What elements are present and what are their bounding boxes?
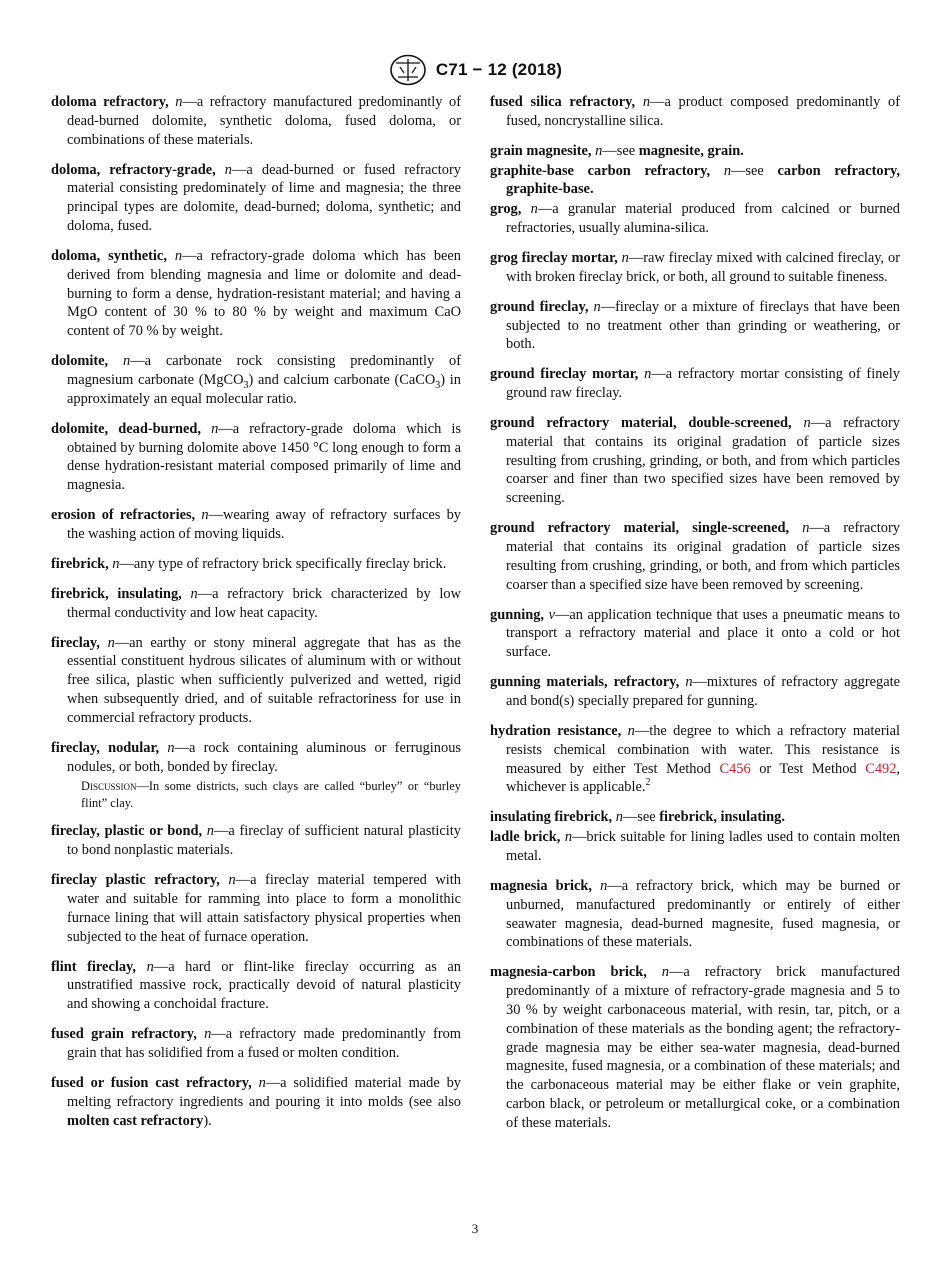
definition-entry bbox=[490, 365, 900, 403]
left-column bbox=[51, 93, 461, 1141]
term: ground fireclay mortar, bbox=[490, 366, 639, 383]
definition-entry bbox=[490, 606, 900, 662]
definition-text: , whichever is applicable. bbox=[506, 760, 901, 796]
right-column bbox=[490, 93, 900, 1144]
part-of-speech: n bbox=[802, 520, 810, 537]
term: doloma, refractory-grade, bbox=[51, 161, 216, 178]
part-of-speech: n bbox=[615, 809, 623, 826]
definition-entry bbox=[51, 1025, 461, 1063]
term: flint fireclay, bbox=[51, 958, 137, 975]
term: dolomite, dead-burned, bbox=[51, 420, 202, 437]
definition-entry bbox=[490, 414, 900, 508]
definition-entry bbox=[490, 142, 900, 161]
definition-text: —a solidified material made by melting refractory ingredients and pouring it into molds (see also bbox=[67, 1074, 461, 1110]
definition-entry bbox=[490, 673, 900, 711]
definition-entry bbox=[490, 249, 900, 287]
term: firebrick, insulating, bbox=[51, 585, 182, 602]
definition-entry bbox=[490, 963, 900, 1132]
part-of-speech: n bbox=[211, 420, 219, 437]
cross-reference: carbon refractory, graphite-base. bbox=[506, 162, 900, 198]
term: doloma, synthetic, bbox=[51, 247, 167, 264]
term: firebrick, bbox=[51, 555, 109, 572]
definition-text: —fireclay or a mixture of fireclays that have been subjected to no treatment other than grinding or weathering, or both. bbox=[506, 298, 900, 353]
definition-entry bbox=[51, 161, 461, 236]
term: grog, bbox=[490, 201, 522, 218]
definition-text: —see bbox=[602, 142, 639, 159]
definition-entry bbox=[490, 200, 900, 238]
definition-text: —see bbox=[731, 162, 778, 179]
definition-text: —an application technique that uses a pneumatic means to transport a refractory material and place it onto a cold or hot surface. bbox=[506, 606, 900, 661]
subscript: 3 bbox=[243, 379, 249, 391]
definition-text: —a refractory material that contains its original gradation of particle sizes resulting from crushing, grinding, or both, and from which particles coarser than a specified size have been removed by screening. bbox=[506, 520, 900, 593]
definition-text: —a refractory material that contains its original gradation of particle sizes resulting from crushing, grinding, or both, and from which particles coarser and finer than two specified sizes have been removed by screening. bbox=[506, 415, 900, 507]
definition-text: —a rock containing aluminous or ferruginous nodules, or both, bonded by fireclay. bbox=[67, 739, 461, 775]
definition-entry bbox=[51, 822, 461, 860]
definition-entry bbox=[490, 828, 900, 866]
part-of-speech: n bbox=[564, 829, 573, 846]
part-of-speech: n bbox=[661, 964, 669, 981]
part-of-speech: n bbox=[224, 161, 232, 178]
term: fused grain refractory, bbox=[51, 1026, 197, 1043]
part-of-speech: n bbox=[204, 1026, 212, 1043]
cross-reference: molten cast refractory bbox=[67, 1112, 204, 1129]
definition-text: —the degree to which a refractory material resists chemical combination with water. This resistance is measured by either Test Method bbox=[506, 723, 900, 777]
definition-text: —a refractory-grade doloma which is obtained by burning dolomite above 1450 °C long enough to form a dense hydration-resistant material composed primarily of lime and magnesia. bbox=[67, 420, 461, 494]
part-of-speech: n bbox=[146, 958, 154, 975]
definition-entry bbox=[490, 162, 900, 200]
definition-text: ) and calcium carbonate (CaCO bbox=[248, 371, 436, 388]
definition-entry bbox=[51, 420, 461, 495]
term: insulating firebrick, bbox=[490, 809, 613, 826]
term: fused or fusion cast refractory, bbox=[51, 1074, 252, 1091]
term: doloma refractory, bbox=[51, 94, 169, 110]
definition-entry bbox=[51, 958, 461, 1014]
definition-text: —a fireclay material tempered with water and suitable for ramming into place to form a monolithic furnace lining that will attain satisfactory physical properties when subjected to the heat of furnace operation. bbox=[67, 872, 461, 945]
definition-entry bbox=[490, 93, 900, 131]
term: fireclay, nodular, bbox=[51, 739, 160, 756]
part-of-speech: n bbox=[530, 201, 538, 218]
term: grain magnesite, bbox=[490, 142, 592, 159]
definition-text: or Test Method bbox=[750, 760, 866, 777]
definition-text: —a refractory-grade doloma which has been derived from blending magnesia and lime or dolomite and dead-burning to form a dense, hydration-resistant material; and having a MgO content of 30 % to 80 % by weight and maximum CaO content of 70 % by weight. bbox=[67, 247, 461, 340]
definition-entry bbox=[490, 519, 900, 594]
definition-text: —a fireclay of sufficient natural plasticity to bond nonplastic materials. bbox=[67, 823, 461, 859]
part-of-speech: n bbox=[190, 585, 198, 602]
term: fireclay, bbox=[51, 634, 100, 651]
definition-text: —a granular material produced from calcined or burned refractories, usually alumina-silica. bbox=[506, 201, 900, 236]
cross-reference: firebrick, insulating. bbox=[659, 809, 785, 826]
part-of-speech: n bbox=[621, 249, 629, 266]
document-designation: C71 − 12 (2018) bbox=[435, 60, 563, 79]
part-of-speech: n bbox=[685, 674, 693, 691]
part-of-speech: n bbox=[201, 507, 209, 524]
definition-entry bbox=[490, 722, 900, 797]
definition-text: —any type of refractory brick specifically fireclay brick. bbox=[119, 555, 447, 572]
discussion-note bbox=[81, 778, 461, 811]
part-of-speech: n bbox=[174, 247, 183, 264]
definition-entry bbox=[51, 585, 461, 623]
definition-text: —raw fireclay mixed with calcined fireclay, or with broken fireclay brick, or both, all ground to suitable fineness. bbox=[506, 249, 900, 285]
definition-text: —a hard or flint-like fireclay occurring as an unstratified massive rock, practically devoid of natural plasticity and showing a conchoidal fracture. bbox=[67, 958, 461, 1013]
definition-entry bbox=[51, 1074, 461, 1130]
part-of-speech: n bbox=[723, 162, 732, 179]
definition-text: ). bbox=[203, 1112, 212, 1129]
term: fireclay, plastic or bond, bbox=[51, 823, 203, 840]
term: ground fireclay, bbox=[490, 298, 589, 315]
definition-text: —a dead-burned or fused refractory material consisting predominately of lime and magnesia; the three principal types are dolomite, dead-burned; doloma, synthetic; and doloma, fused. bbox=[67, 161, 461, 234]
definition-text: —wearing away of refractory surfaces by the washing action of moving liquids. bbox=[67, 507, 461, 542]
part-of-speech: n bbox=[123, 353, 131, 370]
definition-text: —a carbonate rock consisting predominantly of magnesium carbonate (MgCO bbox=[67, 353, 461, 388]
term: ground refractory material, double-screened, bbox=[490, 415, 792, 432]
term: magnesia brick, bbox=[490, 877, 593, 894]
definition-text: —a product composed predominantly of fused, noncrystalline silica. bbox=[506, 94, 900, 129]
part-of-speech: n bbox=[107, 634, 115, 651]
footnote-marker: 2 bbox=[645, 777, 651, 789]
definition-entry bbox=[51, 871, 461, 946]
definition-text: —a refractory brick manufactured predominantly of a mixture of refractory-grade magnesia and 5 to 30 % by weight carbonaceous material, with resin, tar, pitch, or a combination of these materials as the bonding agent; the refractory-grade magnesia may be either sea-water magnesia, dead-burned magnesite, fused magnesia, or a combination of these materials; and the carbonaceous material may be either flake or vein graphite, carbon black, or petroleum or metallurgical coke, or a combination of these materials. bbox=[506, 964, 900, 1131]
definition-entry bbox=[51, 739, 461, 777]
definition-text: —a refractory brick, which may be burned or unburned, manufactured predominantly or entirely of either seawater magnesia, dead-burned magnesite, fused magnesia, or combinations of these materials. bbox=[506, 877, 900, 951]
term: fused silica refractory, bbox=[490, 94, 636, 110]
definition-entry bbox=[51, 247, 461, 341]
part-of-speech: n bbox=[593, 298, 601, 315]
document-header bbox=[0, 54, 950, 86]
part-of-speech: n bbox=[627, 723, 635, 739]
term: fireclay plastic refractory, bbox=[51, 872, 220, 889]
definition-entry bbox=[51, 506, 461, 544]
discussion-label: Discussion bbox=[81, 779, 137, 794]
part-of-speech: n bbox=[175, 94, 183, 110]
definition-entry bbox=[51, 555, 461, 574]
term: ground refractory material, single-screened, bbox=[490, 520, 790, 537]
definition-entry bbox=[51, 352, 461, 408]
definition-text: —a refractory made predominantly from grain that has solidified from a fused or molten condition. bbox=[67, 1026, 461, 1061]
term: ladle brick, bbox=[490, 829, 561, 846]
definition-entry bbox=[51, 93, 461, 149]
part-of-speech: n bbox=[644, 366, 652, 383]
definition-text: —see bbox=[622, 809, 660, 826]
test-method-link-c456[interactable]: C456 bbox=[719, 760, 751, 777]
page-number: 3 bbox=[471, 1221, 479, 1236]
definition-text: —a refractory brick characterized by low thermal conductivity and low heat capacity. bbox=[67, 585, 461, 621]
astm-logo-icon bbox=[388, 54, 428, 86]
part-of-speech: n bbox=[112, 555, 120, 572]
term: hydration resistance, bbox=[490, 723, 622, 739]
discussion-text: —In some districts, such clays are called “burley” or “burley flint” clay. bbox=[81, 779, 461, 810]
term: erosion of refractories, bbox=[51, 507, 196, 524]
definition-text: —brick suitable for lining ladles used to contain molten metal. bbox=[506, 829, 900, 864]
part-of-speech: n bbox=[228, 872, 236, 889]
test-method-link-c492[interactable]: C492 bbox=[865, 760, 897, 777]
term: grog fireclay mortar, bbox=[490, 249, 618, 266]
part-of-speech: n bbox=[167, 739, 175, 756]
definition-entry bbox=[51, 634, 461, 728]
definition-text: ) in approximately an equal molecular ratio. bbox=[67, 371, 461, 407]
part-of-speech: n bbox=[803, 415, 811, 432]
term: dolomite, bbox=[51, 353, 109, 370]
definition-entry bbox=[490, 877, 900, 952]
part-of-speech: n bbox=[600, 877, 608, 894]
definition-text: —a refractory mortar consisting of finely ground raw fireclay. bbox=[506, 366, 900, 402]
definition-text: —mixtures of refractory aggregate and bond(s) specially prepared for gunning. bbox=[506, 674, 900, 710]
part-of-speech: n bbox=[258, 1074, 266, 1091]
subscript: 3 bbox=[435, 379, 441, 391]
cross-reference: magnesite, grain. bbox=[638, 142, 744, 159]
part-of-speech: n bbox=[642, 94, 651, 110]
definition-text: —a refractory manufactured predominantly of dead-burned dolomite, synthetic doloma, fused doloma, or combinations of these materials. bbox=[67, 94, 461, 148]
definition-text: —an earthy or stony mineral aggregate that has as the essential constituent hydrous silicates of aluminum with or without free silica, plastic when sufficiently pulverized and wetted, rigid when subsequently dried, and of suitable refractoriness for use in commercial refractory products. bbox=[67, 634, 462, 726]
term: graphite-base carbon refractory, bbox=[490, 162, 711, 179]
term: gunning materials, refractory, bbox=[490, 674, 680, 691]
term: magnesia-carbon brick, bbox=[490, 964, 647, 981]
definition-entry bbox=[490, 808, 900, 827]
part-of-speech: v bbox=[548, 606, 555, 623]
term: gunning, bbox=[490, 606, 545, 623]
part-of-speech: n bbox=[206, 823, 214, 840]
part-of-speech: n bbox=[595, 142, 603, 159]
definition-entry bbox=[490, 298, 900, 354]
